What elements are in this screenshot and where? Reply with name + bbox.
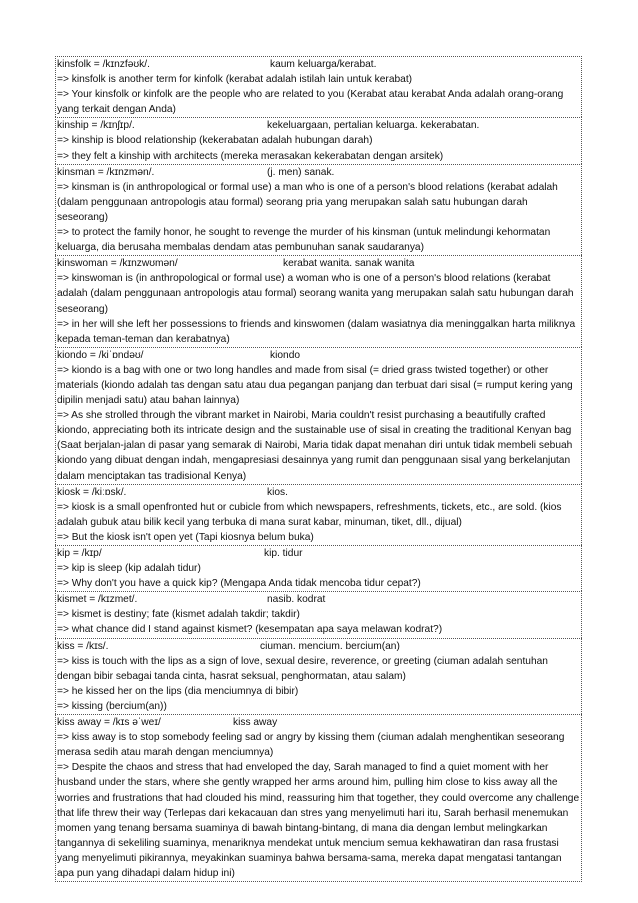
- headword-pronunciation: kiondo = /kiˈɒndəʊ/: [57, 349, 144, 361]
- headword-row: [57, 57, 580, 72]
- headword-pronunciation: kiss away = /kɪs əˈweɪ/: [57, 717, 161, 729]
- headword-meaning: ciuman. mencium. bercium(an): [260, 640, 400, 652]
- headword-meaning: kaum keluarga/kerabat.: [270, 59, 377, 70]
- headword-pronunciation: kinsfolk = /kɪnzfəʊk/.: [57, 59, 150, 70]
- headword-row: [57, 592, 580, 607]
- headword-row: [57, 715, 580, 730]
- headword-meaning: kip. tidur: [264, 548, 303, 559]
- headword-meaning: kiss away: [233, 717, 278, 729]
- definition-line: => kiss away is to stop somebody feeling sad or angry by kissing them (ciuman adalah menghentikan seseorang merasa sedih atau marah dengan menciumnya): [57, 732, 565, 759]
- definition-line: => But the kiosk isn't open yet (Tapi kiosnya belum buka): [57, 531, 314, 543]
- headword-pronunciation: kismet = /kɪzmet/.: [57, 594, 138, 606]
- definition-line: => kinsman is (in anthropological or formal use) a man who is one of a person's blood relations (kerabat adalah (dalam penggunaan antropologis atau formal) seorang pria yang merupakan salah satu hubungan darah seseorang): [57, 181, 558, 223]
- headword-row: [57, 348, 580, 363]
- entry-kiss-away: [55, 714, 582, 882]
- entry-kiondo: [55, 347, 582, 484]
- headword-meaning: (j. men) sanak.: [267, 166, 335, 178]
- headword-pronunciation: kip = /kɪp/: [57, 548, 102, 559]
- definition-line: => Despite the chaos and stress that had enveloped the day, Sarah managed to find a quiet moment with her husband under the stars, where she gently wrapped her arms around him, pulling him close to kiss away all the worries and frustrations that had clouded his mind, reassuring him that together, they could overcome any challenge that life threw their way (Terlepas dari kekacauan dan stres yang menyelimuti hari itu, Sarah berhasil menemukan momen yang tenang bersama suaminya di bawah bintang-bintang, di mana dia dengan lembut melingkarkan tangannya di sekeliling suaminya, menariknya mendekat untuk mencium semua kekhawatiran dan rasa frustasi yang menyelimuti pikirannya, meyakinkan suaminya bahwa bersama-sama, mereka dapat mengatasi tantangan apa pun yang dihadapi dalam hidup ini): [57, 762, 580, 879]
- definition-line: => kismet is destiny; fate (kismet adalah takdir; takdir): [57, 609, 300, 621]
- headword-pronunciation: kinswoman = /kɪnzwʊmən/: [57, 258, 178, 270]
- headword-row: [57, 639, 580, 654]
- headword-row: [57, 118, 580, 133]
- dictionary-page: [55, 56, 582, 882]
- headword-meaning: kekeluargaan, pertalian keluarga. kekerabatan.: [267, 120, 480, 132]
- definition-line: => Why don't you have a quick kip? (Mengapa Anda tidak mencoba tidur cepat?): [57, 578, 421, 590]
- definition-line: => what chance did I stand against kismet? (kesempatan apa saya melawan kodrat?): [57, 624, 443, 636]
- definition-line: => to protect the family honor, he sought to revenge the murder of his kinsman (untuk melindungi kehormatan keluarga, dia berusaha membalas dendam atas pembunuhan sanak saudaranya): [57, 227, 551, 254]
- headword-row: [57, 256, 580, 271]
- definition-line: => kip is sleep (kip adalah tidur): [57, 563, 201, 575]
- entry-kinsman: [55, 164, 582, 256]
- headword-pronunciation: kiss = /kɪs/.: [57, 640, 109, 652]
- headword-meaning: kios.: [267, 486, 288, 498]
- headword-row: [57, 165, 580, 180]
- entry-kiss: [55, 638, 582, 714]
- headword-pronunciation: kiosk = /kiːɒsk/.: [57, 486, 127, 498]
- entry-kiosk: [55, 484, 582, 545]
- definition-line: => kiondo is a bag with one or two long handles and made from sisal (= dried grass twisted together) or other materials (kiondo adalah tas dengan satu atau dua pegangan panjang dan terbuat dari sisal (= rumput kering yang dipilin menjadi satu) atau bahan lainnya): [57, 364, 573, 407]
- headword-meaning: kerabat wanita. sanak wanita: [283, 258, 415, 270]
- headword-pronunciation: kinsman = /kɪnzmən/.: [57, 166, 155, 178]
- definition-line: => kiosk is a small openfronted hut or cubicle from which newspapers, refreshments, tickets, etc., are sold. (kios adalah gubuk atau bilik kecil yang terbuka di mana surat kabar, minuman, tiket, dll., dijual): [57, 501, 562, 528]
- definition-line: => kiss is touch with the lips as a sign of love, sexual desire, reverence, or greeting (ciuman adalah sentuhan dengan bibir sebagai tanda cinta, hasrat seksual, penghormatan, atau salam): [57, 655, 548, 682]
- entry-kismet: [55, 591, 582, 637]
- definition-line: => he kissed her on the lips (dia menciumnya di bibir): [57, 685, 299, 697]
- definition-line: => kinship is blood relationship (kekerabatan adalah hubungan darah): [57, 135, 373, 147]
- definition-line: => kinswoman is (in anthropological or formal use) a woman who is one of a person's blood relations (kerabat adalah (dalam penggunaan antropologis atau formal) seorang wanita yang merupakan salah satu hubungan darah seseorang): [57, 273, 574, 315]
- definition-line: => kinsfolk is another term for kinfolk (kerabat adalah istilah lain untuk kerabat): [57, 74, 413, 86]
- definition-line: => Your kinsfolk or kinfolk are the people who are related to you (Kerabat atau kerabat Anda adalah orang-orang yang terkait dengan Anda): [57, 89, 564, 116]
- headword-row: [57, 485, 580, 500]
- headword-meaning: kiondo: [270, 349, 301, 361]
- headword-pronunciation: kinship = /kɪnʃɪp/.: [57, 120, 135, 132]
- entry-kinship: [55, 117, 582, 163]
- entry-kinsfolk: [55, 56, 582, 117]
- entry-kinswoman: [55, 255, 582, 347]
- definition-line: => they felt a kinship with architects (mereka merasakan kekerabatan dengan arsitek): [57, 150, 444, 162]
- entry-kip: [55, 545, 582, 591]
- definition-line: => in her will she left her possessions to friends and kinswomen (dalam wasiatnya dia meninggalkan harta miliknya kepada teman-teman dan kerabatnya): [57, 318, 576, 345]
- headword-meaning: nasib. kodrat: [267, 594, 326, 606]
- headword-row: [57, 546, 580, 561]
- definition-line: => kissing (bercium(an)): [57, 700, 167, 712]
- definition-line: => As she strolled through the vibrant market in Nairobi, Maria couldn't resist purchasing a beautifully crafted kiondo, appreciating both its intricate design and the sustainable use of sisal in creating the traditional Kenyan bag (Saat berjalan-jalan di pasar yang semarak di Nairobi, Maria tidak dapat menahan diri untuk tidak membeli sebuah kiondo yang dibuat dengan indah, mengapresiasi desainnya yang rumit dan penggunaan sisal yang berkelanjutan dalam menciptakan tas tradisional Kenya): [57, 410, 573, 482]
